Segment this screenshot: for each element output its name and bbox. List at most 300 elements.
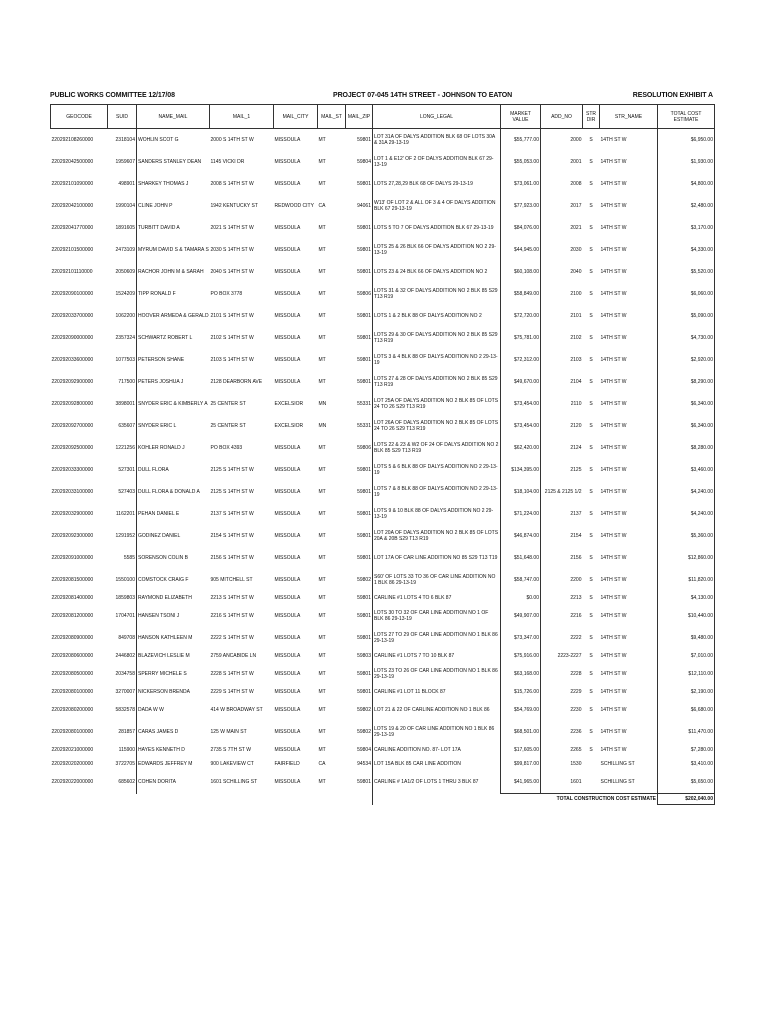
table-row <box>51 217 715 239</box>
mail-address-cell: 2213 S 14TH ST W <box>210 595 254 601</box>
mail-address-cell: 414 W BROADWAY ST <box>210 707 263 713</box>
suid-cell: 2318104 <box>115 137 135 143</box>
mail-zip-cell: 59804 <box>357 159 371 165</box>
long-legal-cell: LOTS 27,28,29 BLK 68 OF DALYS 29-13-19 <box>373 173 501 195</box>
street-direction-cell: S <box>589 225 593 231</box>
street-name-cell: 14TH ST W <box>600 181 627 187</box>
mail-city-cell: MISSOULA <box>274 511 301 517</box>
address-number-cell: 2040 <box>541 261 583 283</box>
market-value-cell: $73,454.00 <box>501 393 541 415</box>
name-mail-cell: TIPP RONALD F <box>137 283 210 305</box>
col-header: NAME_MAIL <box>137 105 210 129</box>
name-mail-cell: CARAS JAMES D <box>137 721 210 743</box>
mail-address-cell: 2759 ANCABIDE LN <box>210 653 257 659</box>
street-name-cell: 14TH ST W <box>600 269 627 275</box>
street-direction-cell: S <box>589 335 593 341</box>
cost-estimate-cell: $4,240.00 <box>658 481 715 503</box>
street-name-cell: 14TH ST W <box>600 467 627 473</box>
cost-estimate-cell: $4,800.00 <box>658 173 715 195</box>
long-legal-cell: LOT 1 & E12' OF 2 OF DALYS ADDITION BLK 67 29-13-19 <box>373 151 501 173</box>
long-legal-cell: LOTS 29 & 30 OF DALYS ADDITION NO 2 BLK 85 S29 T13 R19 <box>373 327 501 349</box>
market-value-cell: $58,747.00 <box>501 569 541 591</box>
name-mail-cell: SPERRY MICHELE S <box>137 663 210 685</box>
suid-cell: 1162201 <box>115 511 135 517</box>
geocode-cell: 220292033700000 <box>51 313 94 319</box>
suid-cell: 115900 <box>118 747 135 753</box>
market-value-cell: $99,817.00 <box>501 757 541 771</box>
suid-cell: 1704701 <box>115 613 135 619</box>
cost-estimate-cell: $8,280.00 <box>658 437 715 459</box>
geocode-cell: 220292080900000 <box>51 635 94 641</box>
mail-city-cell: MISSOULA <box>274 445 301 451</box>
mail-address-cell: 2216 S 14TH ST W <box>210 613 254 619</box>
mail-zip-cell: 59802 <box>357 707 371 713</box>
street-name-cell: 14TH ST W <box>600 577 627 583</box>
name-mail-cell: PETERS JOSHUA J <box>137 371 210 393</box>
geocode-cell: 220292108260000 <box>51 137 94 143</box>
table-row <box>51 699 715 721</box>
mail-zip-cell: 59801 <box>357 489 371 495</box>
mail-city-cell: FAIRFIELD <box>274 761 300 767</box>
address-number-cell: 2200 <box>541 569 583 591</box>
address-number-cell: 2137 <box>541 503 583 525</box>
suid-cell: 1062200 <box>115 313 135 319</box>
street-direction-cell: S <box>589 613 593 619</box>
cost-estimate-cell: $12,110.00 <box>658 663 715 685</box>
mail-address-cell: 2000 S 14TH ST W <box>210 137 254 143</box>
header-center: PROJECT 07-045 14TH STREET - JOHNSON TO EATON <box>333 92 513 99</box>
street-name-cell: 14TH ST W <box>600 291 627 297</box>
mail-address-cell: 25 CENTER ST <box>210 401 246 407</box>
table-row <box>51 503 715 525</box>
suid-cell: 2357324 <box>115 335 135 341</box>
street-name-cell: 14TH ST W <box>600 613 627 619</box>
mail-state-cell: MT <box>318 595 326 601</box>
mail-address-cell: 2222 S 14TH ST W <box>210 635 254 641</box>
market-value-cell: $72,312.00 <box>501 349 541 371</box>
street-direction-cell: S <box>589 747 593 753</box>
mail-zip-cell: 59802 <box>357 577 371 583</box>
street-name-cell: 14TH ST W <box>600 595 627 601</box>
name-mail-cell: DULL FLORA <box>137 459 210 481</box>
address-number-cell: 2228 <box>541 663 583 685</box>
mail-address-cell: 2229 S 14TH ST W <box>210 689 254 695</box>
mail-state-cell: MT <box>318 577 326 583</box>
mail-address-cell: 1145 VICKI DR <box>210 159 245 165</box>
suid-cell: 1891605 <box>115 225 135 231</box>
market-value-cell: $75,916.00 <box>501 649 541 663</box>
table-row <box>51 327 715 349</box>
market-value-cell: $73,347.00 <box>501 627 541 649</box>
geocode-cell: 220292041770000 <box>51 225 94 231</box>
mail-address-cell: 905 MITCHELL ST <box>210 577 253 583</box>
long-legal-cell: CARLINE #1 LOTS 4 TO 6 BLK 87 <box>373 591 501 605</box>
table-row <box>51 525 715 547</box>
geocode-cell: 220292042500000 <box>51 159 94 165</box>
mail-address-cell: 2154 S 14TH ST W <box>210 533 254 539</box>
long-legal-cell: LOTS 27 & 28 OF DALYS ADDITION NO 2 BLK 85 S29 T13 R19 <box>373 371 501 393</box>
mail-address-cell: 2128 DEARBORN AVE <box>210 379 263 385</box>
street-name-cell: 14TH ST W <box>600 423 627 429</box>
mail-city-cell: MISSOULA <box>274 467 301 473</box>
name-mail-cell: SHARKEY THOMAS J <box>137 173 210 195</box>
table-row <box>51 129 715 152</box>
name-mail-cell: COHEN DORITA <box>137 771 210 794</box>
mail-state-cell: MT <box>318 653 326 659</box>
market-value-cell: $54,769.00 <box>501 699 541 721</box>
mail-city-cell: MISSOULA <box>274 379 301 385</box>
street-name-cell: 14TH ST W <box>600 689 627 695</box>
mail-city-cell: MISSOULA <box>274 671 301 677</box>
mail-address-cell: PO BOX 4393 <box>210 445 243 451</box>
col-header: SUID <box>108 105 137 129</box>
mail-zip-cell: 59801 <box>357 357 371 363</box>
market-value-cell: $18,104.00 <box>501 481 541 503</box>
long-legal-cell: LOTS 23 TO 26 OF CAR LINE ADDITION NO 1 BLK 86 29-13-19 <box>373 663 501 685</box>
street-name-cell: 14TH ST W <box>600 635 627 641</box>
street-direction-cell: S <box>589 247 593 253</box>
mail-zip-cell: 59803 <box>357 653 371 659</box>
street-name-cell: 14TH ST W <box>600 489 627 495</box>
mail-state-cell: MT <box>318 489 326 495</box>
geocode-cell: 220292092500000 <box>51 445 94 451</box>
suid-cell: 498901 <box>118 181 135 187</box>
address-number-cell: 2101 <box>541 305 583 327</box>
mail-state-cell: MT <box>318 511 326 517</box>
mail-state-cell: MT <box>318 181 326 187</box>
address-number-cell: 2156 <box>541 547 583 569</box>
mail-city-cell: MISSOULA <box>274 269 301 275</box>
mail-state-cell: MT <box>318 747 326 753</box>
name-mail-cell: BLAZEVICH LESLIE M <box>137 649 210 663</box>
mail-zip-cell: 59801 <box>357 511 371 517</box>
long-legal-cell: LOTS 1 & 2 BLK 88 OF DALYS ADDITION NO 2 <box>373 305 501 327</box>
street-direction-cell: S <box>589 489 593 495</box>
mail-zip-cell: 59804 <box>357 747 371 753</box>
address-number-cell: 2216 <box>541 605 583 627</box>
mail-zip-cell: 59801 <box>357 689 371 695</box>
street-name-cell: SCHILLING ST <box>600 779 635 785</box>
market-value-cell: $73,454.00 <box>501 415 541 437</box>
long-legal-cell: LOTS 9 & 10 BLK 88 OF DALYS ADDITION NO 2 29-13-19 <box>373 503 501 525</box>
name-mail-cell: HANSEN TSONI J <box>137 605 210 627</box>
mail-address-cell: 1942 KENTUCKY ST <box>210 203 258 209</box>
long-legal-cell: LOTS 5 & 6 BLK 88 OF DALYS ADDITION NO 2 29-13-19 <box>373 459 501 481</box>
table-row <box>51 569 715 591</box>
mail-address-cell: 2735 S 7TH ST W <box>210 747 251 753</box>
mail-city-cell: MISSOULA <box>274 635 301 641</box>
mail-state-cell: CA <box>318 203 326 209</box>
mail-city-cell: MISSOULA <box>274 577 301 583</box>
mail-state-cell: MN <box>318 401 327 407</box>
mail-city-cell: MISSOULA <box>274 225 301 231</box>
suid-cell: 717500 <box>118 379 135 385</box>
long-legal-cell: CARLINE # 1A1/2 OF LOTS 1 THRU 3 BLK 87 <box>373 771 501 794</box>
street-direction-cell: S <box>589 357 593 363</box>
market-value-cell: $49,907.00 <box>501 605 541 627</box>
long-legal-cell: LOT 20A OF DALYS ADDITION NO 2 BLK 85 OF LOTS 20A & 20B S29 T13 R19 <box>373 525 501 547</box>
mail-zip-cell: 59801 <box>357 137 371 143</box>
market-value-cell: $58,849.00 <box>501 283 541 305</box>
mail-state-cell: CA <box>318 761 326 767</box>
table-row <box>51 239 715 261</box>
cost-estimate-cell: $3,460.00 <box>658 459 715 481</box>
address-number-cell: 2021 <box>541 217 583 239</box>
table-row <box>51 349 715 371</box>
address-number-cell: 1601 <box>541 771 583 794</box>
mail-state-cell: MT <box>318 357 326 363</box>
total-label: TOTAL CONSTRUCTION COST ESTIMATE <box>501 794 658 805</box>
name-mail-cell: EDWARDS JEFFREY M <box>137 757 210 771</box>
market-value-cell: $72,720.00 <box>501 305 541 327</box>
suid-cell: 5585 <box>123 555 135 561</box>
mail-address-cell: 2102 S 14TH ST W <box>210 335 254 341</box>
street-direction-cell: S <box>589 445 593 451</box>
mail-state-cell: MT <box>318 671 326 677</box>
mail-zip-cell: 94534 <box>357 761 371 767</box>
mail-city-cell: MISSOULA <box>274 653 301 659</box>
long-legal-cell: LOTS 23 & 24 BLK 66 OF DALYS ADDITION NO 2 <box>373 261 501 283</box>
street-name-cell: 14TH ST W <box>600 247 627 253</box>
geocode-cell: 220292080600000 <box>51 653 94 659</box>
suid-cell: 849708 <box>118 635 135 641</box>
cost-estimate-cell: $12,860.00 <box>658 547 715 569</box>
table-row <box>51 663 715 685</box>
mail-state-cell: MT <box>318 779 326 786</box>
long-legal-cell: LOT 15A BLK 85 CAR LINE ADDITION <box>373 757 501 771</box>
address-number-cell: 2001 <box>541 151 583 173</box>
table-row <box>51 721 715 743</box>
market-value-cell: $17,605.00 <box>501 743 541 757</box>
suid-cell: 2473109 <box>115 247 135 253</box>
mail-city-cell: MISSOULA <box>274 555 301 561</box>
mail-address-cell: 2103 S 14TH ST W <box>210 357 254 363</box>
street-direction-cell: S <box>589 729 593 735</box>
mail-city-cell: MISSOULA <box>274 489 301 495</box>
col-header: STR_NAME <box>600 105 658 129</box>
mail-zip-cell: 59801 <box>357 269 371 275</box>
col-header: MAIL_ZIP <box>346 105 373 129</box>
mail-zip-cell: 59801 <box>357 595 371 601</box>
long-legal-cell: LOT 25A OF DALYS ADDITION NO 2 BLK 85 OF LOTS 24 TO 26 S29 T13 R19 <box>373 393 501 415</box>
address-number-cell: 2103 <box>541 349 583 371</box>
cost-estimate-cell: $5,090.00 <box>658 305 715 327</box>
mail-state-cell: MT <box>318 225 326 231</box>
cost-estimate-cell: $4,730.00 <box>658 327 715 349</box>
street-name-cell: 14TH ST W <box>600 445 627 451</box>
street-direction-cell: S <box>589 653 593 659</box>
mail-state-cell: MT <box>318 247 326 253</box>
street-direction-cell: S <box>589 137 593 143</box>
mail-state-cell: MT <box>318 291 326 297</box>
header-right: RESOLUTION EXHIBIT A <box>632 92 713 99</box>
table-row <box>51 393 715 415</box>
street-name-cell: 14TH ST W <box>600 225 627 231</box>
cost-estimate-cell: $8,290.00 <box>658 371 715 393</box>
mail-state-cell: MT <box>318 613 326 619</box>
long-legal-cell: LOT 21 & 22 OF CARLINE ADDITION NO 1 BLK 86 <box>373 699 501 721</box>
mail-zip-cell: 59801 <box>357 635 371 641</box>
cost-estimate-cell: $2,480.00 <box>658 195 715 217</box>
suid-cell: 1291952 <box>115 533 135 539</box>
mail-city-cell: EXCELSIOR <box>274 423 304 429</box>
street-name-cell: 14TH ST W <box>600 357 627 363</box>
market-value-cell: $44,945.00 <box>501 239 541 261</box>
cost-estimate-cell: $7,280.00 <box>658 743 715 757</box>
street-name-cell: 14TH ST W <box>600 671 627 677</box>
mail-zip-cell: 59802 <box>357 729 371 735</box>
mail-zip-cell: 59801 <box>357 335 371 341</box>
geocode-cell: 220292080100000 <box>51 689 94 695</box>
name-mail-cell: SANDERS STANLEY DEAN <box>137 151 210 173</box>
suid-cell: 635607 <box>118 423 135 429</box>
street-name-cell: 14TH ST W <box>600 313 627 319</box>
mail-address-cell: 2030 S 14TH ST W <box>210 247 254 253</box>
mail-address-cell: 2125 S 14TH ST W <box>210 489 254 495</box>
street-name-cell: 14TH ST W <box>600 203 627 209</box>
table-row <box>51 605 715 627</box>
street-direction-cell: S <box>589 533 593 539</box>
mail-state-cell: MT <box>318 635 326 641</box>
market-value-cell: $62,420.00 <box>501 437 541 459</box>
mail-city-cell: MISSOULA <box>274 689 301 695</box>
geocode-cell: 220292092800000 <box>51 401 94 407</box>
street-direction-cell: S <box>589 577 593 583</box>
market-value-cell: $60,108.00 <box>501 261 541 283</box>
address-number-cell: 2124 <box>541 437 583 459</box>
geocode-cell: 220292091000000 <box>51 555 94 561</box>
street-direction-cell <box>583 757 600 771</box>
mail-zip-cell: 59801 <box>357 379 371 385</box>
geocode-cell: 220292092700000 <box>51 423 94 429</box>
cost-estimate-cell: $9,480.00 <box>658 627 715 649</box>
long-legal-cell: LOTS 22 & 23 & W2 OF 24 OF DALYS ADDITION NO 2 BLK 85 S29 T13 R19 <box>373 437 501 459</box>
mail-zip-cell: 94061 <box>357 203 371 209</box>
street-name-cell: 14TH ST W <box>600 555 627 561</box>
table-row <box>51 771 715 794</box>
mail-city-cell: MISSOULA <box>274 729 301 735</box>
geocode-cell: 220292090000000 <box>51 335 94 341</box>
street-direction-cell: S <box>589 379 593 385</box>
address-number-cell: 2017 <box>541 195 583 217</box>
geocode-cell: 220292081200000 <box>51 613 94 619</box>
name-mail-cell: DADA W W <box>137 699 210 721</box>
name-mail-cell: RACHOR JOHN M & SARAH <box>137 261 210 283</box>
mail-city-cell: MISSOULA <box>274 137 301 143</box>
col-header: MAIL_1 <box>210 105 274 129</box>
long-legal-cell: LOTS 30 TO 32 OF CAR LINE ADDITION NO 1 OF BLK 86 29-13-19 <box>373 605 501 627</box>
address-number-cell: 2104 <box>541 371 583 393</box>
street-direction-cell: S <box>589 707 593 713</box>
street-direction-cell: S <box>589 159 593 165</box>
street-direction-cell: S <box>589 313 593 319</box>
street-name-cell: 14TH ST W <box>600 511 627 517</box>
mail-city-cell: MISSOULA <box>274 747 301 753</box>
street-direction-cell: S <box>589 555 593 561</box>
cost-estimate-cell: $6,680.00 <box>658 699 715 721</box>
street-direction-cell: S <box>589 401 593 407</box>
cost-estimate-cell: $4,130.00 <box>658 591 715 605</box>
street-name-cell: 14TH ST W <box>600 137 627 143</box>
address-number-cell: 2265 <box>541 743 583 757</box>
mail-state-cell: MT <box>318 313 326 319</box>
mail-city-cell: MISSOULA <box>274 313 301 319</box>
mail-state-cell: MT <box>318 335 326 341</box>
suid-cell: 2050609 <box>115 269 135 275</box>
address-number-cell: 2120 <box>541 415 583 437</box>
suid-cell: 527301 <box>118 467 135 473</box>
street-name-cell: 14TH ST W <box>600 707 627 713</box>
name-mail-cell: TURBITT DAVID A <box>137 217 210 239</box>
cost-estimate-cell: $10,440.00 <box>658 605 715 627</box>
cost-estimate-cell: $3,170.00 <box>658 217 715 239</box>
cost-estimate-cell: $4,330.00 <box>658 239 715 261</box>
mail-address-cell: 125 W MAIN ST <box>210 729 247 735</box>
table-row <box>51 371 715 393</box>
mail-address-cell: PO BOX 3778 <box>210 291 243 297</box>
mail-city-cell: MISSOULA <box>274 357 301 363</box>
street-name-cell: 14TH ST W <box>600 335 627 341</box>
mail-state-cell: MT <box>318 689 326 695</box>
mail-address-cell: 2125 S 14TH ST W <box>210 467 254 473</box>
suid-cell: 1221256 <box>115 445 135 451</box>
assessment-table <box>50 104 715 805</box>
col-header: MAIL_CITY <box>274 105 318 129</box>
mail-zip-cell: 59801 <box>357 467 371 473</box>
long-legal-cell: LOT 17A OF CAR LINE ADDITION NO 85 S29 T13 T19 <box>373 547 501 569</box>
table-row <box>51 195 715 217</box>
market-value-cell: $15,726.00 <box>501 685 541 699</box>
long-legal-cell: CARLINE #1 LOTS 7 TO 10 BLK 87 <box>373 649 501 663</box>
long-legal-cell: LOTS 25 & 26 BLK 66 OF DALYS ADDITION NO 2 29-13-19 <box>373 239 501 261</box>
mail-state-cell: MT <box>318 137 326 143</box>
market-value-cell: $51,648.00 <box>501 547 541 569</box>
table-row <box>51 261 715 283</box>
mail-zip-cell: 59801 <box>357 225 371 231</box>
mail-zip-cell: 59801 <box>357 313 371 319</box>
name-mail-cell: HAYES KENNETH D <box>137 743 210 757</box>
street-direction-cell: S <box>589 635 593 641</box>
street-name-cell: 14TH ST W <box>600 533 627 539</box>
mail-address-cell: 2101 S 14TH ST W <box>210 313 254 319</box>
suid-cell: 281857 <box>118 729 135 735</box>
name-mail-cell: PEHAN DANIEL E <box>137 503 210 525</box>
geocode-cell: 220292080100000 <box>51 729 94 735</box>
mail-city-cell: MISSOULA <box>274 181 301 187</box>
geocode-cell: 220292080200000 <box>51 707 94 713</box>
table-header-row <box>51 105 715 129</box>
street-direction-cell: S <box>589 269 593 275</box>
mail-state-cell: MN <box>318 423 327 429</box>
market-value-cell: $0.00 <box>501 591 541 605</box>
market-value-cell: $75,781.00 <box>501 327 541 349</box>
mail-address-cell: 25 CENTER ST <box>210 423 246 429</box>
cost-estimate-cell: $5,360.00 <box>658 525 715 547</box>
mail-zip-cell: 59801 <box>357 247 371 253</box>
suid-cell: 1077503 <box>115 357 135 363</box>
address-number-cell: 2236 <box>541 721 583 743</box>
table-row <box>51 173 715 195</box>
name-mail-cell: SCHWARTZ ROBERT L <box>137 327 210 349</box>
mail-state-cell: MT <box>318 269 326 275</box>
mail-state-cell: MT <box>318 467 326 473</box>
cost-estimate-cell: $5,520.00 <box>658 261 715 283</box>
street-direction-cell: S <box>589 467 593 473</box>
geocode-cell: 220292033100000 <box>51 489 94 495</box>
address-number-cell: 2102 <box>541 327 583 349</box>
market-value-cell: $71,224.00 <box>501 503 541 525</box>
long-legal-cell: LOT 26A OF DALYS ADDITION NO 2 BLK 85 OF LOTS 24 TO 26 S29 T13 R19 <box>373 415 501 437</box>
